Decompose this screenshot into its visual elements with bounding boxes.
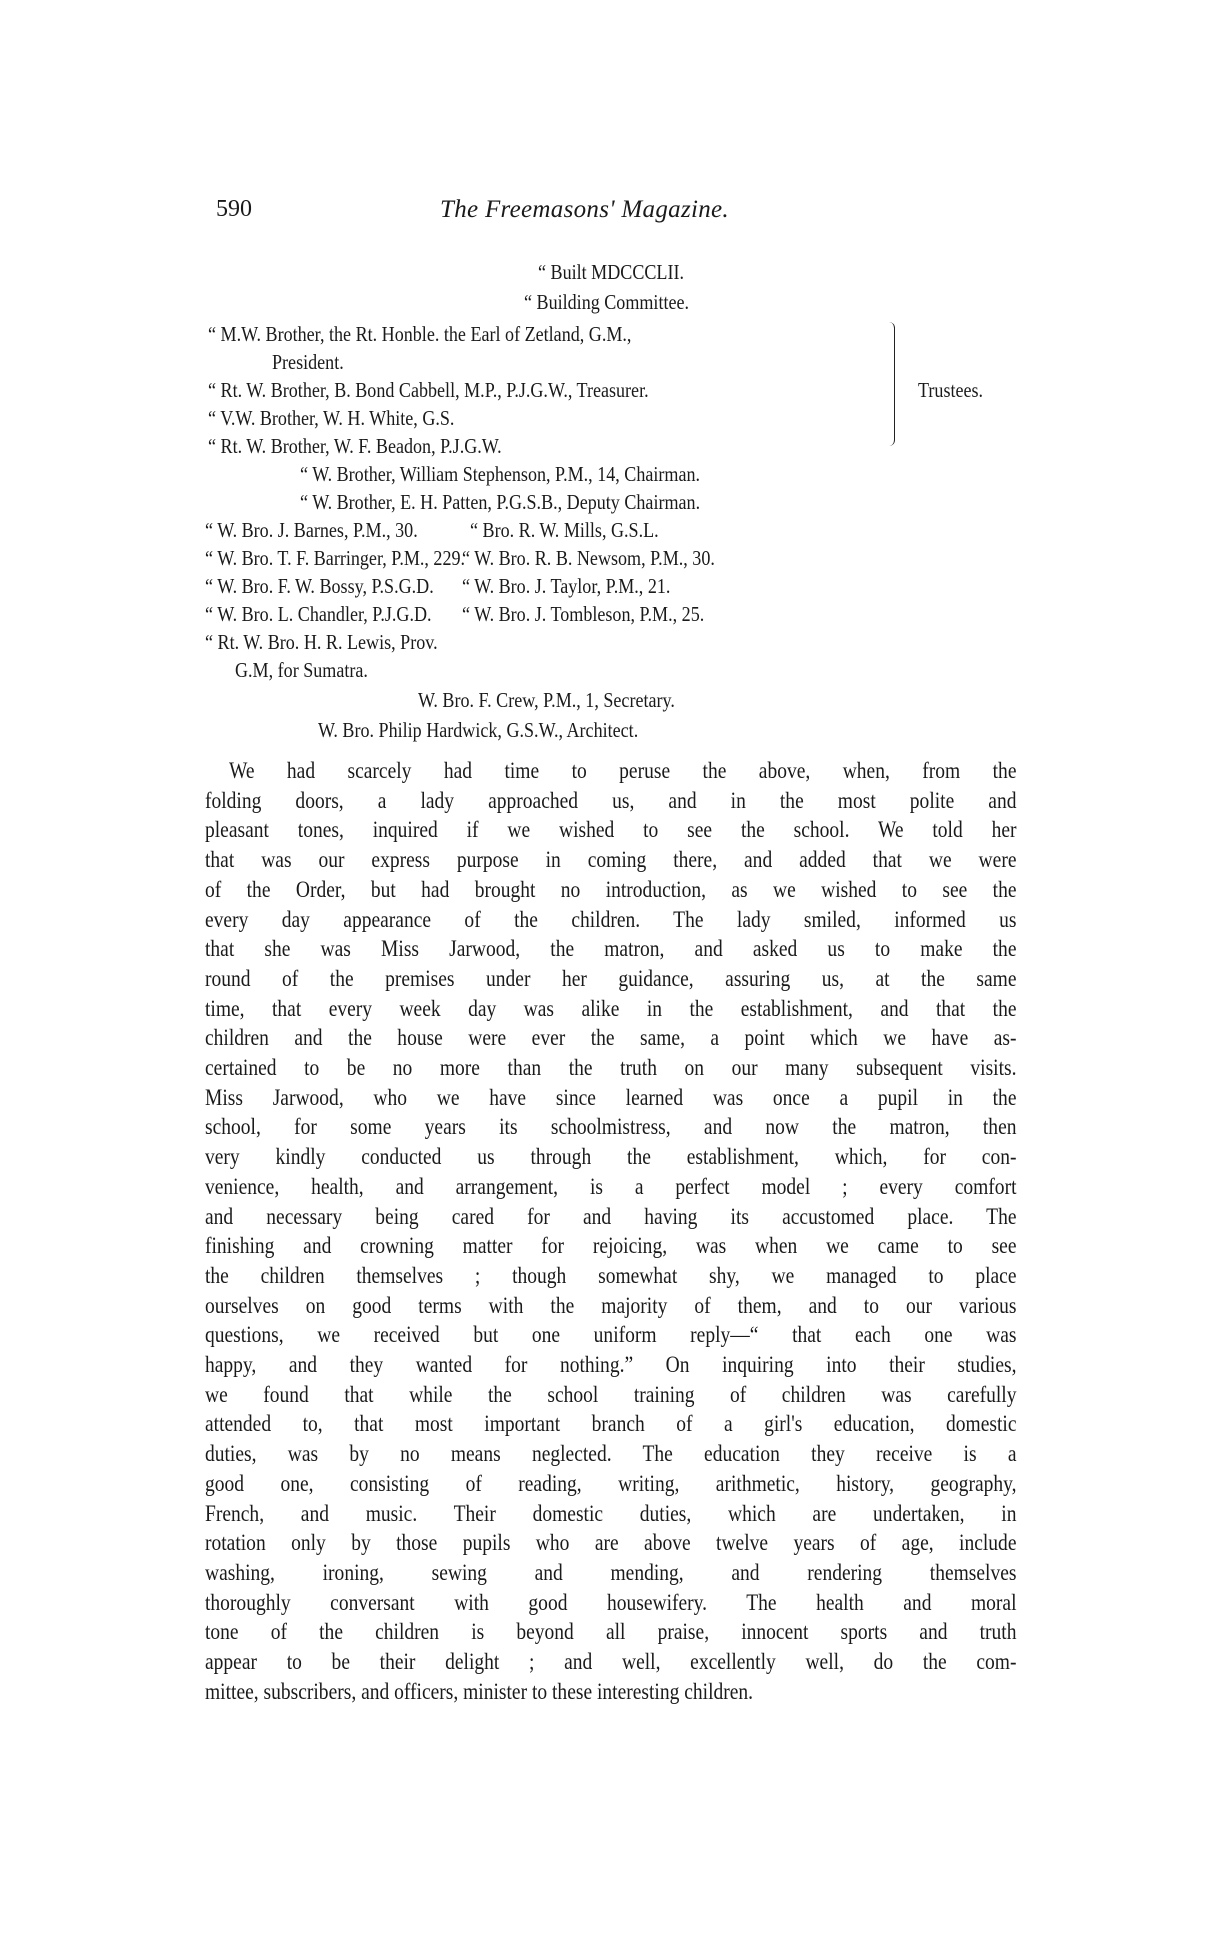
committee-member: “ W. Bro. T. F. Barringer, P.M., 229.	[205, 546, 466, 570]
committee-member: “ V.W. Brother, W. H. White, G.S.	[208, 406, 455, 430]
body-line: time, that every week day was alike in the establishment, and that the	[205, 995, 1017, 1021]
body-line: tone of the children is beyond all praise, innocent sports and truth	[205, 1619, 1017, 1645]
committee-member: “ Bro. R. W. Mills, G.S.L.	[470, 518, 659, 542]
body-line: washing, ironing, sewing and mending, and rendering themselves	[205, 1559, 1017, 1585]
body-line: finishing and crowning matter for rejoicing, was when we came to see	[205, 1233, 1017, 1259]
committee-member: “ W. Bro. J. Barnes, P.M., 30.	[205, 518, 418, 542]
body-line: we found that while the school training of children was carefully	[205, 1381, 1017, 1407]
committee-member: “ W. Bro. F. W. Bossy, P.S.G.D.	[205, 574, 434, 598]
architect-line: W. Bro. Philip Hardwick, G.S.W., Architect.	[318, 718, 639, 742]
page-number: 590	[216, 196, 252, 222]
body-paragraph	[205, 756, 1016, 1707]
body-line: folding doors, a lady approached us, and in the most polite and	[205, 787, 1017, 813]
trustees-bracket	[888, 322, 895, 446]
running-title: The Freemasons' Magazine.	[440, 196, 729, 223]
body-line: very kindly conducted us through the establishment, which, for con-	[205, 1144, 1017, 1170]
body-line: certained to be no more than the truth on our many subsequent visits.	[205, 1055, 1017, 1081]
body-line: appear to be their delight ; and well, excellently well, do the com-	[205, 1649, 1017, 1675]
trustees-label: Trustees.	[918, 378, 984, 402]
body-line: Miss Jarwood, who we have since learned was once a pupil in the	[205, 1084, 1017, 1110]
chairman-line: “ W. Brother, William Stephenson, P.M., 14, Chairman.	[300, 462, 701, 486]
committee-member: “ W. Bro. L. Chandler, P.J.G.D.	[205, 602, 432, 626]
body-line: ourselves on good terms with the majority of them, and to our various	[205, 1292, 1017, 1318]
body-line: children and the house were ever the same, a point which we have as-	[205, 1025, 1017, 1051]
body-line: the children themselves ; though somewhat shy, we managed to place	[205, 1262, 1017, 1288]
deputy-chairman-line: “ W. Brother, E. H. Patten, P.G.S.B., Deputy Chairman.	[300, 490, 701, 514]
body-line: venience, health, and arrangement, is a perfect model ; every comfort	[205, 1173, 1017, 1199]
committee-member-title: President.	[272, 350, 344, 374]
body-line: that was our express purpose in coming there, and added that we were	[205, 847, 1017, 873]
body-line: of the Order, but had brought no introduction, as we wished to see the	[205, 876, 1017, 902]
committee-member: “ Rt. W. Brother, W. F. Beadon, P.J.G.W.	[208, 434, 502, 458]
body-line: good one, consisting of reading, writing, arithmetic, history, geography,	[205, 1470, 1017, 1496]
committee-member: “ W. Bro. J. Tombleson, P.M., 25.	[462, 602, 705, 626]
committee-heading: “ Building Committee.	[524, 290, 690, 314]
committee-member: “ Rt. W. Bro. H. R. Lewis, Prov.	[205, 630, 438, 654]
body-line: French, and music. Their domestic duties, which are undertaken, in	[205, 1500, 1017, 1526]
built-date-line: “ Built MDCCCLII.	[538, 260, 684, 284]
body-line: round of the premises under her guidance, assuring us, at the same	[205, 965, 1017, 991]
body-line: thoroughly conversant with good housewifery. The health and moral	[205, 1589, 1017, 1615]
committee-member: “ Rt. W. Brother, B. Bond Cabbell, M.P., P.J.G.W., Treasurer.	[208, 378, 649, 402]
body-line: mittee, subscribers, and officers, minister to these interesting children.	[205, 1678, 754, 1704]
body-line: pleasant tones, inquired if we wished to see the school. We told her	[205, 817, 1017, 843]
body-line: questions, we received but one uniform reply—“ that each one was	[205, 1322, 1017, 1348]
body-line: attended to, that most important branch of a girl's education, domestic	[205, 1411, 1017, 1437]
body-line: duties, was by no means neglected. The education they receive is a	[205, 1441, 1017, 1467]
committee-member: “ W. Bro. R. B. Newsom, P.M., 30.	[462, 546, 715, 570]
secretary-line: W. Bro. F. Crew, P.M., 1, Secretary.	[418, 688, 675, 712]
body-line: that she was Miss Jarwood, the matron, and asked us to make the	[205, 936, 1017, 962]
body-line: every day appearance of the children. The lady smiled, informed us	[205, 906, 1017, 932]
committee-member: “ M.W. Brother, the Rt. Honble. the Earl of Zetland, G.M.,	[208, 322, 632, 346]
committee-member-title: G.M, for Sumatra.	[235, 658, 368, 682]
body-line: rotation only by those pupils who are above twelve years of age, include	[205, 1530, 1017, 1556]
body-line: school, for some years its schoolmistress, and now the matron, then	[205, 1114, 1017, 1140]
body-line: We had scarcely had time to peruse the above, when, from the	[228, 758, 1017, 783]
body-line: happy, and they wanted for nothing.” On inquiring into their studies,	[205, 1352, 1017, 1378]
committee-member: “ W. Bro. J. Taylor, P.M., 21.	[462, 574, 671, 598]
body-line: and necessary being cared for and having its accustomed place. The	[205, 1203, 1017, 1229]
